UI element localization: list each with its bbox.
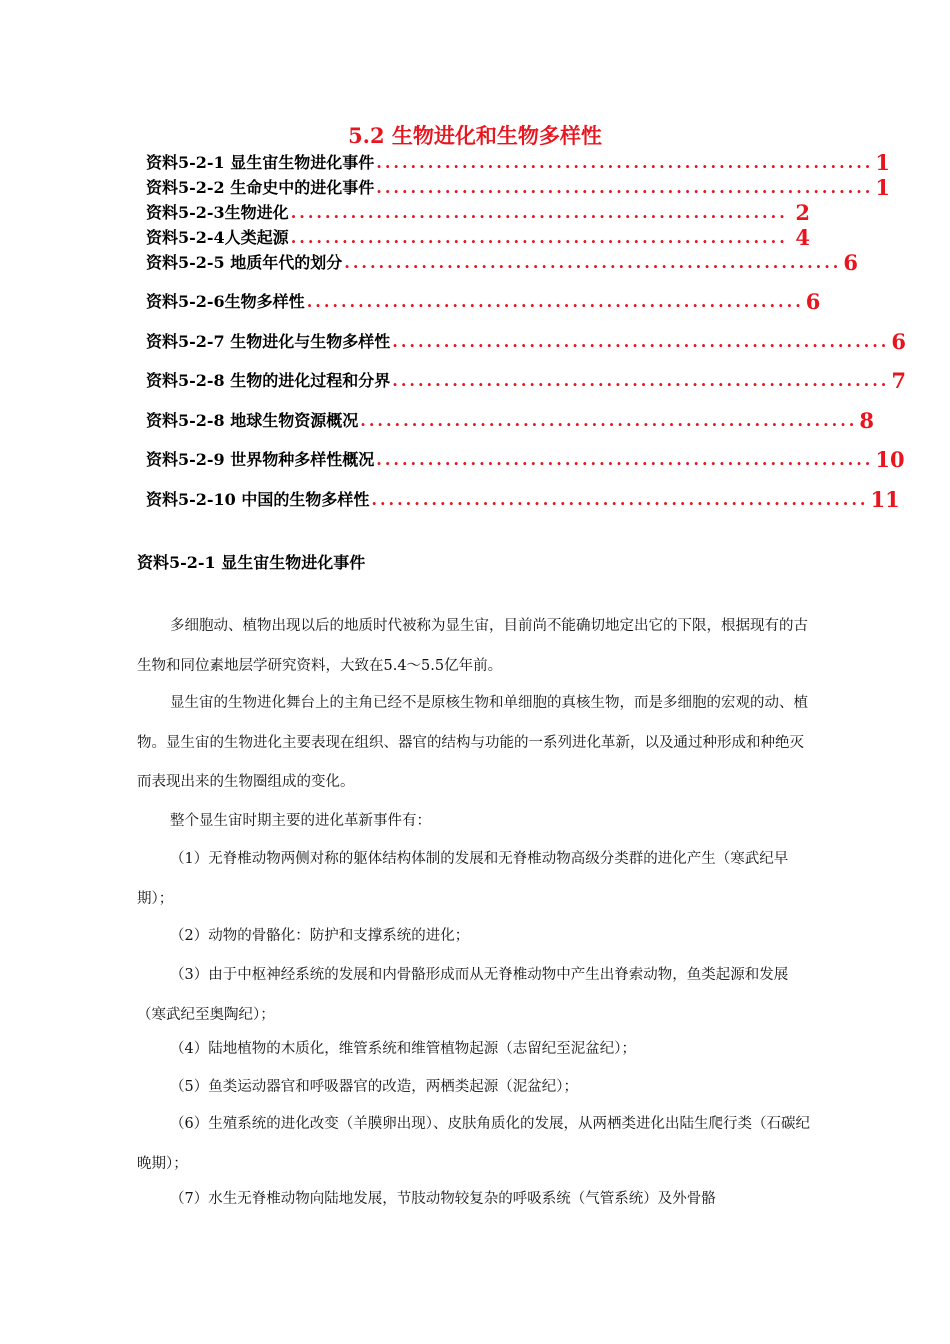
- toc-dot-leader: ..........................................................: [371, 490, 869, 509]
- toc-entry[interactable]: [146, 289, 821, 315]
- toc-dot-leader: ..........................................................: [376, 178, 874, 197]
- toc-dot-leader: ..........................................................: [290, 228, 788, 247]
- toc-page-number: 2: [795, 200, 810, 225]
- toc-entry-label: 资料5-2-5 地质年代的划分: [146, 253, 343, 272]
- toc-page-number: 6: [805, 289, 821, 314]
- body-paragraph: [137, 1068, 813, 1108]
- toc-entry[interactable]: [146, 225, 810, 251]
- body-paragraph: [137, 917, 813, 957]
- body-paragraph: [137, 684, 813, 803]
- toc-page-number: 1: [875, 175, 890, 200]
- paragraph-text: 整个显生宙时期主要的进化革新事件有：: [170, 813, 431, 829]
- toc-entry[interactable]: [146, 487, 900, 513]
- paragraph-text: （5）鱼类运动器官和呼吸器官的改造，两栖类起源（泥盆纪）；: [170, 1079, 578, 1095]
- toc-page-number: 4: [795, 225, 810, 250]
- toc-entry[interactable]: [146, 368, 906, 394]
- toc-dot-leader: ..........................................................: [290, 203, 788, 222]
- toc-entry-label: 资料5-2-8 地球生物资源概况: [146, 411, 359, 430]
- toc-dot-leader: ..........................................................: [392, 371, 890, 390]
- toc-page-number: 8: [859, 408, 874, 433]
- toc-entry-label: 资料5-2-1 显生宙生物进化事件: [146, 153, 375, 172]
- document-title: 5.2 生物进化和生物多样性: [348, 123, 602, 148]
- toc-entry-label: 资料5-2-6生物多样性: [146, 292, 305, 311]
- body-paragraph: [137, 1030, 813, 1070]
- toc-page-number: 6: [891, 329, 906, 354]
- section-heading: 资料5-2-1 显生宙生物进化事件: [137, 553, 366, 572]
- toc-page-number: 10: [875, 447, 905, 472]
- toc-entry-label: 资料5-2-9 世界物种多样性概况: [146, 450, 375, 469]
- toc-page-number: 6: [843, 250, 858, 275]
- paragraph-text: （3）由于中枢神经系统的发展和内骨骼形成而从无脊椎动物中产生出脊索动物，鱼类起源和发展（寒武纪至奥陶纪）；: [137, 967, 789, 1023]
- toc-entry[interactable]: [146, 200, 810, 226]
- body-paragraph: [137, 1180, 813, 1220]
- paragraph-text: 多细胞动、植物出现以后的地质时代被称为显生宙，目前尚不能确切地定出它的下限，根据现有的古生物和同位素地层学研究资料，大致在5.4～5.5亿年前。: [137, 618, 808, 674]
- body-paragraph: [137, 840, 813, 919]
- toc-page-number: 7: [891, 368, 906, 393]
- toc-entry[interactable]: [146, 175, 890, 201]
- toc-entry-label: 资料5-2-4人类起源: [146, 228, 289, 247]
- toc-dot-leader: ..........................................................: [306, 292, 804, 311]
- toc-entry[interactable]: [146, 329, 906, 355]
- toc-entry-label: 资料5-2-3生物进化: [146, 203, 289, 222]
- toc-entry[interactable]: [146, 447, 905, 473]
- toc-dot-leader: ..........................................................: [360, 411, 858, 430]
- paragraph-text: （4）陆地植物的木质化，维管系统和维管植物起源（志留纪至泥盆纪）；: [170, 1041, 636, 1057]
- paragraph-text: （6）生殖系统的进化改变（羊膜卵出现）、皮肤角质化的发展，从两栖类进化出陆生爬行类（石碳纪晚期）；: [137, 1116, 810, 1172]
- toc-entry[interactable]: [146, 408, 874, 434]
- toc-entry[interactable]: [146, 150, 890, 176]
- toc-page-number: 1: [875, 150, 890, 175]
- paragraph-text: 显生宙的生物进化舞台上的主角已经不是原核生物和单细胞的真核生物，而是多细胞的宏观的动、植物。显生宙的生物进化主要表现在组织、器官的结构与功能的一系列进化革新，以及通过种形成和种绝灭而表现出来的生物圈组成的变化。: [137, 695, 808, 790]
- body-paragraph: [137, 802, 813, 842]
- paragraph-text: （7）水生无脊椎动物向陆地发展，节肢动物较复杂的呼吸系统（气管系统）及外骨骼: [170, 1191, 716, 1207]
- toc-dot-leader: ..........................................................: [376, 153, 874, 172]
- body-paragraph: [137, 956, 813, 1035]
- body-paragraph: [137, 1105, 813, 1184]
- toc-dot-leader: ..........................................................: [392, 332, 890, 351]
- toc-entry-label: 资料5-2-7 生物进化与生物多样性: [146, 332, 391, 351]
- toc-dot-leader: ..........................................................: [344, 253, 842, 272]
- paragraph-text: （2）动物的骨骼化：防护和支撑系统的进化；: [170, 928, 470, 944]
- toc-entry-label: 资料5-2-2 生命史中的进化事件: [146, 178, 375, 197]
- toc-entry[interactable]: [146, 250, 858, 276]
- toc-entry-label: 资料5-2-8 生物的进化过程和分界: [146, 371, 391, 390]
- toc-entry-label: 资料5-2-10 中国的生物多样性: [146, 490, 370, 509]
- body-paragraph: [137, 607, 813, 686]
- toc-page-number: 11: [870, 487, 900, 512]
- toc-dot-leader: ..........................................................: [376, 450, 874, 469]
- paragraph-text: （1）无脊椎动物两侧对称的躯体结构体制的发展和无脊椎动物高级分类群的进化产生（寒武纪早期）；: [137, 851, 789, 907]
